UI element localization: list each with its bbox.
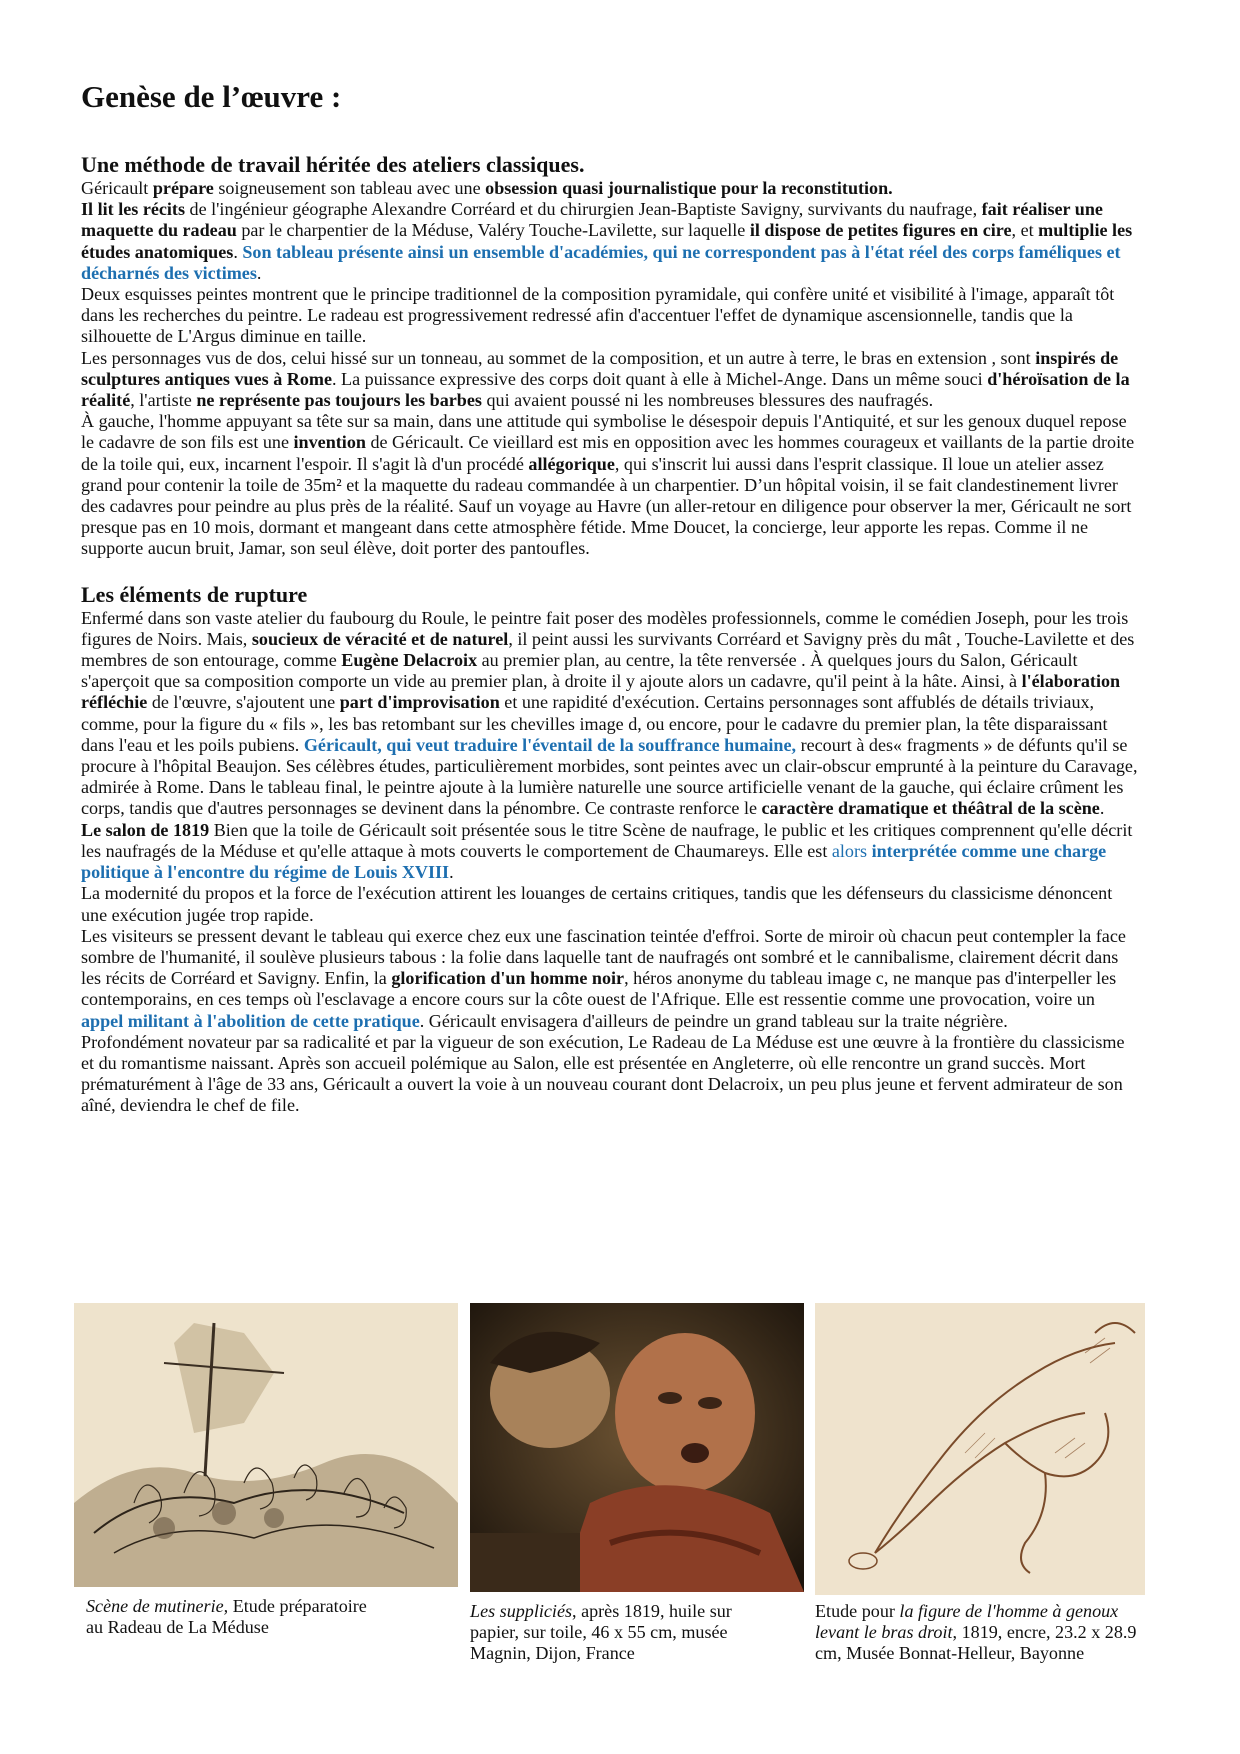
- text-run: soucieux de véracité et de naturel: [251, 628, 509, 649]
- paragraph: [81, 883, 1141, 925]
- text-run: obsession quasi journalistique pour la reconstitution.: [485, 178, 893, 198]
- text-run: alors: [831, 840, 872, 861]
- text-run: , et: [1011, 220, 1039, 241]
- paragraph: [81, 608, 1141, 820]
- text-run: .: [256, 262, 262, 283]
- text-run: Les suppliciés: [470, 1601, 573, 1621]
- text-run: . La puissance expressive des corps doit quant à elle à Michel-Ange. Dans un même souci: [332, 368, 988, 389]
- text-run: de l'œuvre, s'ajoutent une: [147, 692, 340, 713]
- text-run: , il peint aussi les survivants Corréard et Savigny près du mât , Touche-Lavilette et des membres de son entourage, comme: [81, 628, 1135, 671]
- section-heading-method: Une méthode de travail héritée des ateliers classiques.: [81, 152, 585, 177]
- text-run: Géricault: [81, 178, 153, 198]
- text-run: Géricault, qui veut traduire l'éventail de la souffrance humaine,: [303, 734, 797, 755]
- paragraph: [81, 348, 1141, 412]
- figure-caption-3: [815, 1601, 1145, 1665]
- text-run: fait réaliser une maquette du radeau: [81, 199, 1103, 241]
- text-run: Etude préparatoire au Radeau de La Méduse: [86, 1596, 367, 1638]
- text-run: appel militant à l'abolition de cette pratique: [81, 1010, 420, 1031]
- kneeling-man-study-image: [815, 1303, 1145, 1595]
- paragraph: [81, 820, 1141, 884]
- text-run: de Géricault. Ce vieillard est mis en opposition avec les hommes courageux et vaillants de la partie droite de la toile qui, eux, incarnent l'espoir. Il s'agit là d'un procédé: [81, 432, 1135, 474]
- document-body: [81, 78, 1141, 1117]
- text-run: qui avaient poussé ni les nombreuses blessures des naufragés.: [481, 390, 934, 411]
- text-run: recourt à des« fragments » de défunts qu'il se procure à l'hôpital Beaujon. Ses célèbres études, particulièrement morbides, sont peintes avec un clair-obscur emprunté à la peinture du Caravage, admirée à Rome. Dans le tableau final, le peintre ajoute à la lumière naturelle une source artificielle venant de la gauche, qui éclaire crûment les corps, tandis que d'autres personnages se devinent dans la pénombre. Ce contraste renforce le: [81, 734, 1138, 819]
- page-title: Genèse de l’œuvre :: [81, 79, 342, 114]
- text-run: par le charpentier de la Méduse, Valéry Touche-Lavilette, sur laquelle: [236, 220, 750, 241]
- text-run: , après 1819, huile sur papier, sur toile, 46 x 55 cm, musée Magnin, Dijon, France: [470, 1601, 732, 1664]
- figure-row: [0, 1303, 1240, 1703]
- text-run: Profondément novateur par sa radicalité et par la vigueur de son exécution, Le Radeau de La Méduse est une œuvre à la frontière du classicisme et du romantisme naissant. Après son accueil polémique au Salon, elle est présentée en Angleterre, où elle rencontre un grand succès. Mort prématurément à l'âge de 33 ans, Géricault a ouvert la voie à un nouveau courant dont Delacroix, un peu plus jeune et fervent admirateur de son aîné, deviendra le chef de file.: [81, 1031, 1125, 1116]
- text-run: Les personnages vus de dos, celui hissé sur un tonneau, au sommet de la composition, et un autre à terre, le bras en extension , sont: [81, 347, 1036, 368]
- text-run: , l'artiste: [130, 390, 197, 411]
- text-run: Il lit les récits: [81, 199, 186, 220]
- text-run: caractère dramatique et théâtral de la scène: [761, 798, 1100, 819]
- text-run: . Géricault envisagera d'ailleurs de peindre un grand tableau sur la traite négrière.: [419, 1010, 1008, 1031]
- text-run: Eugène Delacroix: [341, 650, 478, 671]
- paragraph: [81, 199, 1141, 284]
- suppliciés-painting-image: [470, 1303, 804, 1592]
- paragraph: [81, 411, 1141, 559]
- text-run: Scène de mutinerie,: [86, 1596, 229, 1616]
- text-run: glorification d'un homme noir: [391, 968, 625, 989]
- text-run: au premier plan, au centre, la tête renversée . À quelques jours du Salon, Géricault s'aperçoit que sa composition comporte un vide au premier plan, à droite il y ajoute alors un cadavre, qu'il peint à la hâte. Ainsi, à: [81, 650, 1078, 692]
- figure-caption-1: [86, 1596, 376, 1638]
- text-run: ne représente pas toujours les barbes: [196, 390, 482, 411]
- text-run: prépare: [152, 178, 214, 198]
- section-method: [81, 152, 1141, 560]
- text-run: Deux esquisses peintes montrent que le principe traditionnel de la composition pyramidale, qui confère unité et visibilité à l'image, apparaît tôt dans les recherches du peintre. Le radeau est progressivement redressé afin d'accentuer l'effet de dynamique ascensionnelle, tandis que la silhouette de L'Argus diminue en taille.: [81, 284, 1115, 347]
- paragraph: [81, 1032, 1141, 1117]
- text-run: multiplie les études anatomiques: [81, 220, 1133, 262]
- paragraph: [81, 284, 1141, 348]
- section-heading-rupture: Les éléments de rupture: [81, 581, 308, 607]
- text-run: , 1819, encre, 23.2 x 28.9 cm, Musée Bonnat-Helleur, Bayonne: [815, 1622, 1137, 1664]
- text-run: la figure de l'homme à genoux levant le bras droit: [815, 1601, 1119, 1643]
- text-run: l'élaboration réfléchie: [81, 671, 1121, 713]
- paragraph: [81, 178, 1141, 199]
- text-run: Enfermé dans son vaste atelier du faubourg du Roule, le peintre fait poser des modèles professionnels, comme le comédien Joseph, pour les trois figures de Noirs. Mais,: [81, 607, 1129, 649]
- text-run: allégorique: [528, 453, 615, 474]
- text-run: , héros anonyme du tableau image c, ne manque pas d'interpeller les contemporains, en ces temps où l'esclavage a encore cours sur la côte ouest de l'Afrique. Elle est ressentie comme une provocation, voire un: [81, 968, 1117, 1010]
- text-run: Le salon de 1819: [81, 819, 210, 840]
- text-run: Son tableau présente ainsi un ensemble d'académies, qui ne correspondent pas à l'état réel des corps faméliques et décharnés des victimes: [81, 241, 1121, 283]
- text-run: Les visiteurs se pressent devant le tableau qui exerce chez eux une fascination teintée d'effroi. Sorte de miroir où chacun peut contempler la face sombre de l'humanité, il soulève plusieurs tabous : la folie dans laquelle tant de naufragés ont sombré et le cannibalisme, clairement décrit dans les récits de Corréard et Savigny. Enfin, la: [81, 925, 1126, 989]
- text-run: interprétée comme une charge politique à l'encontre du régime de Louis XVIII: [81, 840, 1107, 883]
- mutiny-sketch-image: [74, 1303, 458, 1587]
- text-run: La modernité du propos et la force de l'exécution attirent les louanges de certains critiques, tandis que les défenseurs du classicisme dénoncent une exécution jugée trop rapide.: [81, 883, 1113, 925]
- text-run: Bien que la toile de Géricault soit présentée sous le titre Scène de naufrage, le public et les critiques comprennent qu'elle décrit les naufragés de la Méduse et qu'elle attaque à mots couverts le comportement de Chaumareys. Elle est: [81, 819, 1133, 861]
- text-run: et une rapidité d'exécution. Certains personnages sont affublés de détails triviaux, comme, pour la figure du « fils », les bas retombant sur les chevilles image d, ou encore, pour le cadavre du premier plan, la tête disparaissant dans l'eau et les poils pubiens.: [81, 692, 1108, 755]
- text-run: de l'ingénieur géographe Alexandre Corréard et du chirurgien Jean-Baptiste Savigny, survivants du naufrage,: [185, 199, 982, 220]
- text-run: soigneusement son tableau avec une: [213, 178, 486, 198]
- text-run: inspirés de sculptures antiques vues à Rome: [81, 347, 1119, 389]
- text-run: À gauche, l'homme appuyant sa tête sur sa main, dans une attitude qui symbolise le désespoir depuis l'Antiquité, et sur les genoux duquel repose le cadavre de son fils est une: [81, 411, 1127, 453]
- section-rupture: [81, 582, 1141, 1117]
- text-run: .: [233, 241, 243, 262]
- text-run: d'héroïsation de la réalité: [81, 368, 1130, 411]
- text-run: .: [1099, 798, 1105, 819]
- text-run: invention: [293, 432, 366, 453]
- text-run: Etude pour: [815, 1601, 900, 1621]
- text-run: , qui s'inscrit lui aussi dans l'esprit classique. Il loue un atelier assez grand pour contenir la toile de 35m² et la maquette du radeau commandée à un charpentier. D’un hôpital voisin, il se fait clandestinement livrer des cadavres pour peindre au plus près de la réalité. Sauf un voyage au Havre (un aller-retour en diligence pour observer la mer, Géricault ne sort presque pas en 10 mois, dormant et mangeant dans cette atmosphère fétide. Mme Doucet, la concierge, leur apporte les repas. Comme il ne supporte aucun bruit, Jamar, son seul élève, doit porter des pantoufles.: [81, 453, 1132, 559]
- text-run: il dispose de petites figures en cire: [749, 220, 1012, 241]
- paragraph: [81, 926, 1141, 1032]
- figure-caption-2: [470, 1601, 760, 1665]
- text-run: part d'improvisation: [339, 692, 500, 713]
- text-run: .: [449, 862, 454, 883]
